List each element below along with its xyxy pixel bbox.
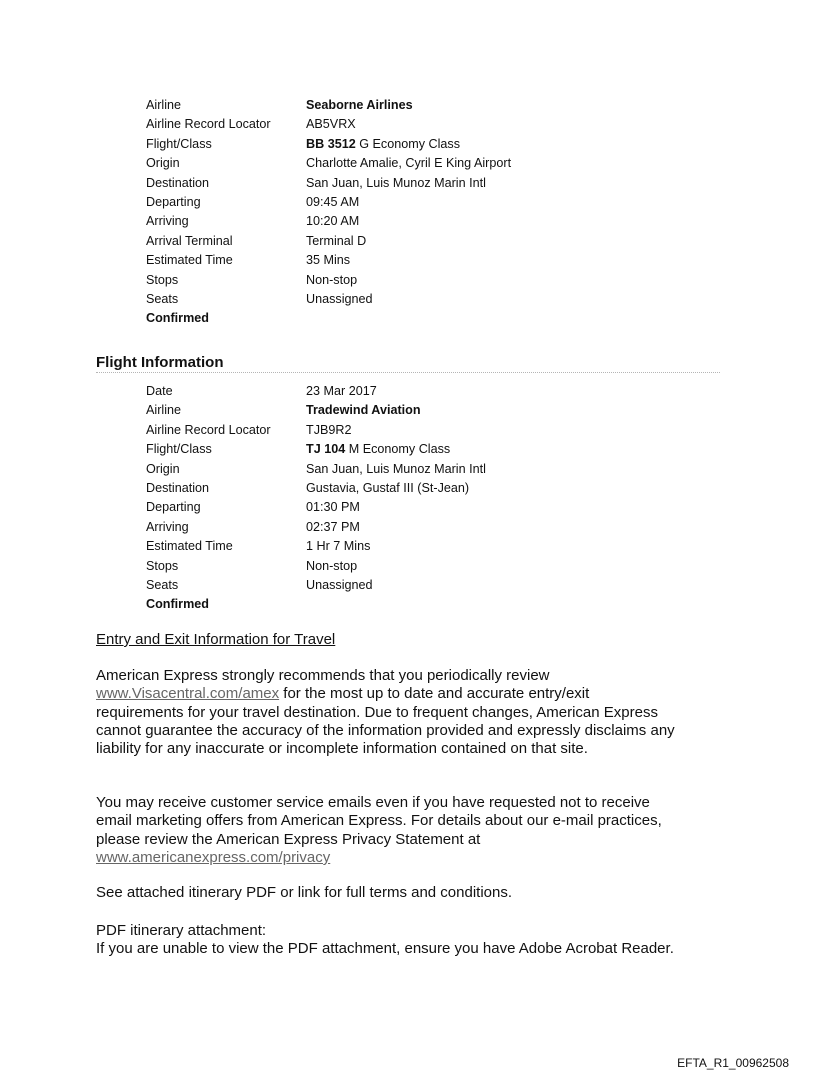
value: Unassigned — [306, 577, 373, 592]
label: Departing — [146, 500, 201, 515]
label: Airline — [146, 403, 181, 418]
visacentral-link[interactable]: www.Visacentral.com/amex — [96, 685, 280, 703]
value: Non-stop — [306, 272, 358, 287]
label: Seats — [146, 577, 179, 592]
value: Unassigned — [306, 291, 373, 306]
value: Charlotte Amalie, Cyril E King Airport — [306, 156, 512, 171]
row-flight-class — [146, 440, 486, 459]
label: Estimated Time — [146, 253, 233, 268]
flight-details-table-2 — [146, 382, 486, 615]
confirmed-status: Confirmed — [146, 597, 209, 612]
entry-exit-line-5: liability for any inaccurate or incomplete information contained on that site. — [96, 740, 588, 758]
privacy-paragraph — [96, 794, 724, 867]
label: Stops — [146, 272, 179, 287]
row-record-locator — [146, 115, 511, 134]
value: Seaborne Airlines — [306, 98, 413, 112]
pdf-line-1: PDF itinerary attachment: — [96, 922, 267, 939]
label: Arriving — [146, 214, 189, 229]
entry-exit-line-1: American Express strongly recommends that you periodically review — [96, 667, 550, 684]
flight-class: M Economy Class — [345, 442, 451, 457]
row-seats — [146, 290, 511, 309]
row-departing — [146, 193, 511, 212]
section-title-flight-information: Flight Information — [96, 354, 720, 373]
value: AB5VRX — [306, 117, 356, 132]
label: Airline — [146, 98, 181, 112]
value: San Juan, Luis Munoz Marin Intl — [306, 175, 486, 190]
row-destination — [146, 174, 511, 193]
label: Destination — [146, 480, 210, 495]
privacy-link[interactable]: www.americanexpress.com/privacy — [96, 848, 331, 866]
row-origin — [146, 154, 511, 173]
row-arrival-terminal — [146, 232, 511, 251]
value: Tradewind Aviation — [306, 403, 421, 418]
entry-exit-heading: Entry and Exit Information for Travel — [96, 631, 336, 648]
value — [306, 440, 486, 459]
flight-number: TJ 104 — [306, 442, 346, 457]
document-id: EFTA_R1_00962508 — [677, 1056, 789, 1070]
label: Flight/Class — [146, 442, 212, 457]
entry-exit-line-3: requirements for your travel destination. Due to frequent changes, American Express — [96, 703, 658, 721]
entry-exit-line-2 — [96, 685, 724, 703]
value: 02:37 PM — [306, 519, 360, 534]
entry-exit-line-2-rest: for the most up to date and accurate entry/exit — [279, 685, 590, 703]
label: Seats — [146, 291, 179, 306]
value: 1 Hr 7 Mins — [306, 539, 371, 554]
row-destination — [146, 479, 486, 498]
pdf-paragraph — [96, 922, 724, 959]
value: San Juan, Luis Munoz Marin Intl — [306, 461, 486, 476]
label: Date — [146, 384, 173, 398]
confirmed-status: Confirmed — [146, 311, 209, 326]
value: 35 Mins — [306, 253, 351, 268]
value — [306, 135, 511, 154]
value: 10:20 AM — [306, 214, 360, 229]
value: Terminal D — [306, 233, 367, 248]
label: Origin — [146, 156, 180, 171]
row-status — [146, 595, 486, 614]
label: Stops — [146, 558, 179, 573]
label: Destination — [146, 175, 210, 190]
label: Arrival Terminal — [146, 233, 233, 248]
row-arriving — [146, 518, 486, 537]
privacy-line-2: email marketing offers from American Express. For details about our e-mail practices, — [96, 812, 662, 830]
row-airline — [146, 96, 511, 115]
value: 01:30 PM — [306, 500, 360, 515]
pdf-line-2: If you are unable to view the PDF attachment, ensure you have Adobe Acrobat Reader. — [96, 940, 674, 958]
row-stops — [146, 557, 486, 576]
label: Arriving — [146, 519, 189, 534]
terms-note: See attached itinerary PDF or link for full terms and conditions. — [96, 884, 513, 901]
value: TJB9R2 — [306, 422, 352, 437]
row-estimated-time — [146, 251, 511, 270]
row-arriving — [146, 212, 511, 231]
privacy-line-3: please review the American Express Privacy Statement at — [96, 830, 481, 848]
label: Flight/Class — [146, 136, 212, 151]
value: Non-stop — [306, 558, 358, 573]
row-estimated-time — [146, 537, 486, 556]
row-airline — [146, 401, 486, 420]
label: Airline Record Locator — [146, 422, 271, 437]
label: Estimated Time — [146, 539, 233, 554]
flight-number: BB 3512 — [306, 136, 356, 151]
label: Origin — [146, 461, 180, 476]
row-stops — [146, 271, 511, 290]
row-origin — [146, 460, 486, 479]
label: Departing — [146, 194, 201, 209]
label: Airline Record Locator — [146, 117, 271, 132]
row-flight-class — [146, 135, 511, 154]
value: 09:45 AM — [306, 194, 360, 209]
row-departing — [146, 498, 486, 517]
value: Gustavia, Gustaf III (St-Jean) — [306, 480, 470, 495]
row-record-locator — [146, 421, 486, 440]
flight-details-table-1 — [146, 96, 511, 329]
privacy-line-1: You may receive customer service emails even if you have requested not to receive — [96, 794, 650, 811]
row-date — [146, 382, 486, 401]
flight-class: G Economy Class — [355, 136, 460, 151]
entry-exit-line-4: cannot guarantee the accuracy of the information provided and expressly disclaims any — [96, 721, 675, 739]
row-status — [146, 309, 511, 328]
entry-exit-paragraph — [96, 667, 724, 758]
row-seats — [146, 576, 486, 595]
value: 23 Mar 2017 — [306, 384, 377, 398]
